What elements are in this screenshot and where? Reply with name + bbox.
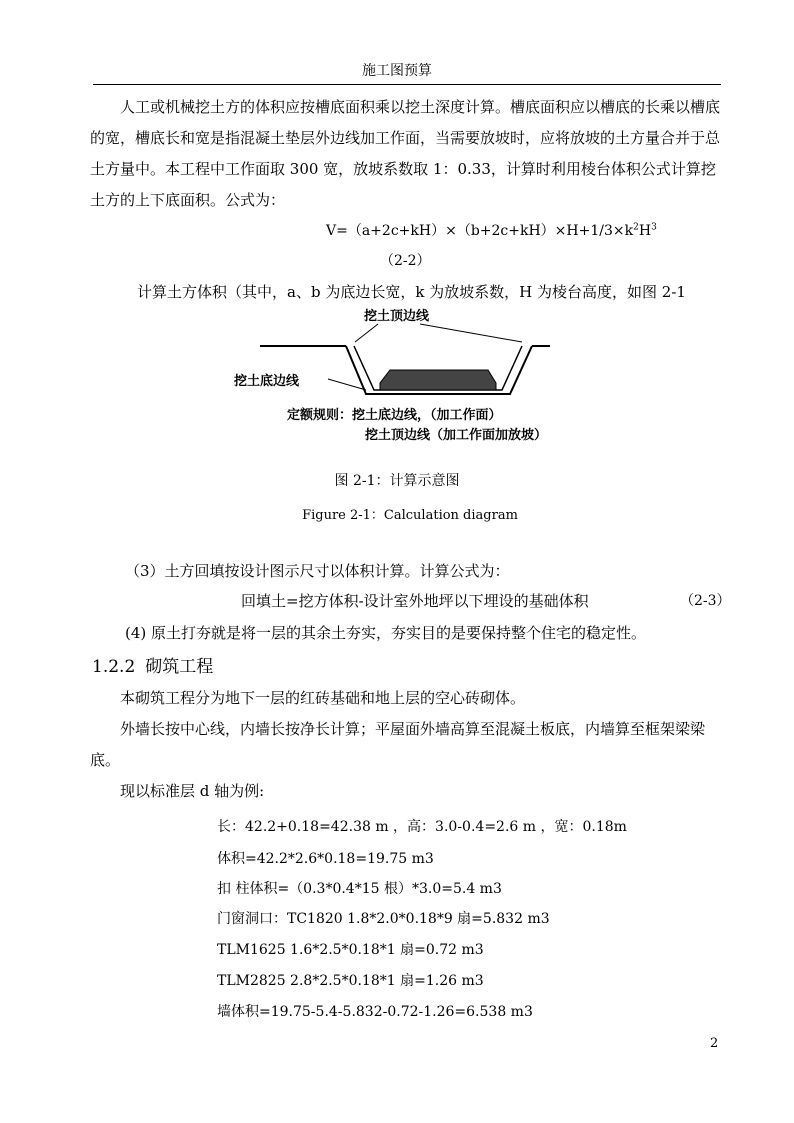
- diagram-rule-line2: 挖土顶边线（加工作面加放坡）: [365, 428, 548, 443]
- calc-line-2: 体积=42.2*2.6*0.18=19.75 m3: [217, 851, 434, 867]
- page-number: 2: [710, 1036, 719, 1051]
- calc-line-3: 扣 柱体积=（0.3*0.4*15 根）*3.0=5.4 m3: [217, 881, 502, 897]
- explain-text: 计算土方体积（其中，a、b 为底边长宽，k 为放坡系数，H 为棱台高度，如图 2-1: [137, 283, 686, 301]
- page-header-title: 施工图预算: [362, 63, 432, 79]
- arrow-left: [355, 324, 378, 342]
- arrow-right: [420, 324, 522, 342]
- calc-line-7: 墙体积=19.75-5.4-5.832-0.72-1.26=6.538 m3: [217, 1004, 533, 1020]
- calc-line-4: 门窗洞口：TC1820 1.8*2.0*0.18*9 扇=5.832 m3: [217, 911, 550, 927]
- formula-sup-h: 3: [651, 222, 657, 233]
- formula-2-2: [326, 220, 657, 240]
- figure-caption-cn: 图 2-1：计算示意图: [334, 473, 460, 489]
- masonry-paragraph-2: 外墙长按中心线，内墙长按净长计算；平屋面外墙高算至混凝土板底，内墙算至框架梁梁底。: [90, 720, 706, 769]
- formula-number-2-2: （2-2）: [380, 253, 431, 269]
- calc-line-6: TLM2825 2.8*2.5*0.18*1 扇=1.26 m3: [217, 973, 484, 989]
- formula-number-2-3: （2-3）: [680, 593, 731, 609]
- foundation-block: [380, 370, 496, 390]
- diagram-label-top: 挖土顶边线: [364, 309, 430, 324]
- diagram-label-bottom: 挖土底边线: [234, 374, 300, 389]
- item-4: (4) 原土打夯就是将一层的其余土夯实，夯实目的是要保持整个住宅的稳定性。: [125, 624, 647, 642]
- formula-main: V=（a+2c+kH）×（b+2c+kH）×H+1/3×k: [326, 223, 634, 239]
- formula-2-3: 回填土=挖方体积-设计室外地坪以下埋设的基础体积: [241, 592, 589, 610]
- calc-line-5: TLM1625 1.6*2.5*0.18*1 扇=0.72 m3: [217, 942, 484, 958]
- section-number: 1.2.2: [92, 657, 136, 677]
- figure-caption-en: Figure 2-1：Calculation diagram: [302, 508, 518, 523]
- header-rule: [93, 84, 721, 85]
- intro-paragraph: 人工或机械挖土方的体积应按槽底面积乘以挖土深度计算。槽底面积应以槽底的长乘以槽底的宽，槽底长和宽是指混凝土垫层外边线加工作面，当需要放坡时，应将放坡的土方量合并于总土方量中。本工程中工作面取 300 宽，放坡系数取 1：0.33，计算时利用棱台体积公式计算挖土方的上下底面积。公式为：: [90, 98, 721, 209]
- masonry-paragraph-1: 本砌筑工程分为地下一层的红砖基础和地上层的空心砖砌体。: [120, 689, 526, 707]
- masonry-paragraph-3: 现以标准层 d 轴为例:: [120, 782, 265, 800]
- formula-h: H: [638, 223, 652, 239]
- calc-line-1: 长：42.2+0.18=42.38 m ，高：3.0-0.4=2.6 m ，宽：0.18m: [217, 819, 627, 835]
- section-title: 砌筑工程: [145, 657, 214, 677]
- section-heading: [92, 652, 213, 677]
- item-3: （3）土方回填按设计图示尺寸以体积计算。计算公式为：: [125, 562, 510, 580]
- diagram-rule-line1: 定额规则：挖土底边线，（加工作面）: [287, 408, 502, 423]
- formula-sup-k: 2: [633, 222, 639, 233]
